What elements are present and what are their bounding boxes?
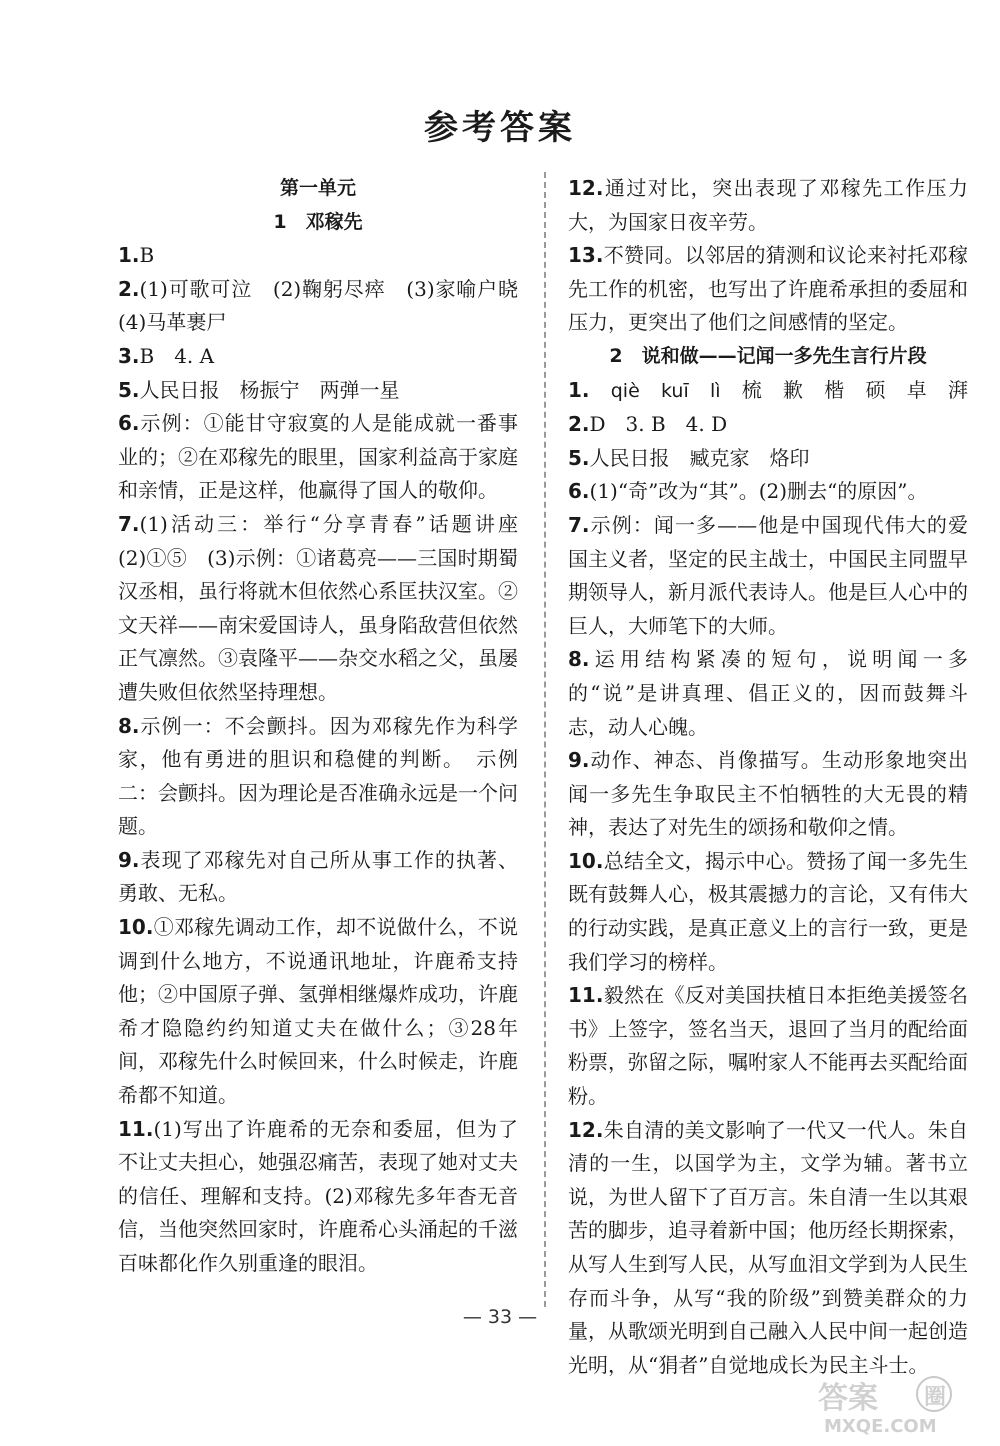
answer-item xyxy=(568,1114,968,1383)
answer-text: 总结全文，揭示中心。赞扬了闻一多先生既有鼓舞人心，极其震撼力的言论，又有伟大的行动实践，是真正意义上的言行一致，更是我们学习的榜样。 xyxy=(568,848,968,974)
pinyin-entry: 卓 xyxy=(906,377,927,402)
answer-text: ①邓稼先调动工作，却不说做什么，不说调到什么地方，不说通讯地址，许鹿希支持他；②中国原子弹、氢弹相继爆炸成功，许鹿希才隐隐约约知道丈夫在做什么；③28年间，邓稼先什么时候回来，什么时候走，许鹿希都不知道。 xyxy=(118,915,518,1108)
page-title: 参考答案 xyxy=(424,108,576,148)
pinyin-entry: 楷 xyxy=(824,377,845,402)
answer-text: 示例：闻一多——他是中国现代伟大的爱国主义者，坚定的民主战士，中国民主同盟早期领导人，新月派代表诗人。他是巨人心中的巨人，大师笔下的大师。 xyxy=(568,512,968,638)
answer-number: 12. xyxy=(568,176,604,200)
answer-text: 表现了邓稼先对自己所从事工作的执著、勇敢、无私。 xyxy=(118,847,518,906)
answer-text: 通过对比，突出表现了邓稼先工作压力大，为国家日夜辛劳。 xyxy=(568,176,968,234)
answer-text: 毅然在《反对美国扶植日本拒绝美援签名书》上签字，签名当天，退回了当月的配给面粉票，弥留之际，嘱咐家人不能再去买配给面粉。 xyxy=(568,983,968,1109)
answer-item xyxy=(568,643,968,744)
answer-text: (1)可歌可泣 (2)鞠躬尽瘁 (3)家喻户晓 (4)马革裹尸 xyxy=(118,276,538,335)
answer-text: (1)“奇”改为“其”。(2)删去“的原因”。 xyxy=(589,479,928,504)
answer-text: B 4. A xyxy=(139,343,215,368)
right-answer-list-b xyxy=(568,408,968,1382)
answer-item xyxy=(568,172,968,239)
answer-number: 6. xyxy=(568,479,590,504)
answer-item xyxy=(568,845,968,979)
lesson-heading-2: 2 说和做——记闻一多先生言行片段 xyxy=(609,344,927,367)
answer-number: 3. xyxy=(118,343,140,368)
watermark-logo xyxy=(806,1372,986,1438)
answer-item xyxy=(118,508,538,710)
pinyin-entry: 硕 xyxy=(865,377,886,402)
pinyin-entry: 梳 xyxy=(741,377,762,402)
answer-text: 人民日报 杨振宁 两弹一星 xyxy=(139,377,400,402)
answer-item xyxy=(118,273,538,340)
answer-number: 1. xyxy=(568,377,590,402)
left-column xyxy=(118,172,538,1281)
answer-number: 5. xyxy=(568,445,590,470)
answer-number: 8. xyxy=(568,647,590,672)
answer-number: 2. xyxy=(568,412,590,437)
answer-text: 动作、神态、肖像描写。生动形象地突出闻一多先生争取民主不怕牺牲的大无畏的精神，表达了对先生的颂扬和敬仰之情。 xyxy=(568,748,968,840)
answer-item xyxy=(118,911,518,1113)
answer-item xyxy=(118,407,518,508)
answer-item xyxy=(568,744,968,845)
answer-item xyxy=(568,408,968,442)
answer-text: 朱自清的美文影响了一代又一代人。朱自清的一生，以国学为主，文学为辅。著书立说，为世人留下了百万言。朱自清一生以其艰苦的脚步，追寻着新中国；他历经长期探索，从写人生到写人民，从写血泪文学到为人民生存而斗争，从写“我的阶级”到赞美群众的力量，从歌颂光明到自己融入人民中间一起创造光明，从“狷者”自觉地成长为民主斗士。 xyxy=(568,1117,968,1377)
pinyin-entry: lì xyxy=(710,379,721,402)
answer-number: 9. xyxy=(568,748,590,773)
right-column xyxy=(568,172,968,1382)
pinyin-entry: kuī xyxy=(661,379,689,402)
left-answer-list xyxy=(118,239,538,1280)
answer-text: (1)写出了许鹿希的无奈和委屈，但为了不让丈夫担心，她强忍痛苦，表现了她对丈夫的信任、理解和支持。(2)邓稼先多年杳无音信，当他突然回家时，许鹿希心头涌起的千滋百味都化作久别重逢的眼泪。 xyxy=(118,1116,518,1275)
answer-item xyxy=(568,475,968,509)
answer-number: 7. xyxy=(118,511,140,536)
pinyin-entry: 湃 xyxy=(947,377,968,402)
answer-item xyxy=(118,239,518,273)
answer-item xyxy=(568,979,968,1113)
svg-text:MXQE.COM: MXQE.COM xyxy=(824,1416,937,1437)
answer-number: 7. xyxy=(568,512,590,537)
answer-number: 11. xyxy=(568,983,604,1008)
answer-text: 运用结构紧凑的短句，说明闻一多的“说”是讲真理、倡正义的，因而鼓舞斗志，动人心魄。 xyxy=(568,647,968,739)
answer-item xyxy=(568,442,968,476)
answer-number: 12. xyxy=(568,1117,604,1142)
answer-item xyxy=(118,374,518,408)
column-divider xyxy=(544,172,546,1307)
unit-heading: 第一单元 xyxy=(279,177,356,199)
answer-item xyxy=(568,239,968,340)
page-number: — 33 — xyxy=(462,1306,538,1328)
answer-number: 5. xyxy=(118,377,140,402)
answer-item xyxy=(568,509,968,643)
answer-number: 2. xyxy=(118,276,140,301)
answer-item xyxy=(118,1113,518,1281)
answer-text: (1)活动三：举行“分享青春”话题讲座 (2)①⑤ (3)示例：①诸葛亮——三国时期蜀汉丞相，虽行将就木但依然心系匡扶汉室。②文天祥——南宋爱国诗人，虽身陷敌营但依然正气凛然。③袁隆平——杂交水稻之父，虽屡遭失败但依然坚持理想。 xyxy=(118,511,538,704)
answer-item xyxy=(118,844,518,911)
answer-number: 8. xyxy=(118,713,140,738)
answer-text: 人民日报 臧克家 烙印 xyxy=(589,445,810,470)
right-answer-list-a xyxy=(568,172,968,340)
answer-number: 11. xyxy=(118,1116,154,1141)
answer-number: 10. xyxy=(568,848,604,873)
svg-text:圈: 圈 xyxy=(924,1385,947,1410)
answer-number: 9. xyxy=(118,847,140,872)
answer-number: 13. xyxy=(568,243,604,268)
answer-text: 不赞同。以邻居的猜测和议论来衬托邓稼先工作的机密，也写出了许鹿希承担的委屈和压力，更突出了他们之间感情的坚定。 xyxy=(568,243,968,335)
answer-number: 10. xyxy=(118,915,154,940)
svg-text:答案: 答案 xyxy=(818,1381,878,1416)
answer-text: B xyxy=(139,243,155,268)
answer-number: 6. xyxy=(118,411,140,436)
answer-text: D 3. B 4. D xyxy=(589,412,728,437)
answer-text: 示例：①能甘守寂寞的人是能成就一番事业的；②在邓稼先的眼里，国家利益高于家庭和亲情，正是这样，他赢得了国人的敬仰。 xyxy=(118,411,518,503)
answer-number: 1. xyxy=(118,243,140,268)
answer-item xyxy=(118,710,518,844)
lesson-heading-1: 1 邓稼先 xyxy=(273,210,363,233)
pinyin-entry: 歉 xyxy=(783,377,804,402)
pinyin-entry: qiè xyxy=(610,379,640,402)
answer-item xyxy=(118,340,518,374)
answer-text: 示例一：不会颤抖。因为邓稼先作为科学家，他有勇进的胆识和稳健的判断。 示例二：会颤抖。因为理论是否准确永远是一个问题。 xyxy=(118,713,518,839)
pinyin-answer-row xyxy=(568,374,968,409)
